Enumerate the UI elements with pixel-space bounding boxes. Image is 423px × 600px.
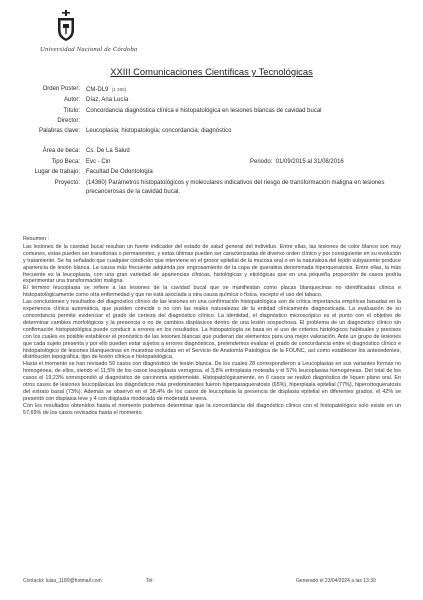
director-label: Director: [57,118,80,124]
resumen-paragraph: Las conclusiones y resultados del diagnóstico clínico de las lesiones en una confirmación histopatológica son de crítica importancia empíricas basadas en la experiencia clínica automática, que pueden coincidir o no con las reales naturalezas de la entidad clínicamente diagnosticada. La evaluación de su concordancia permite evidenciar el grado de certeza del diagnóstico clínico. La identidad, el diagnóstico microscópico es el punto con el objetivo de determinar cambios morfológicos y la presencia o no de cambios displásicos dentro de una lesión sospechosa. El problema de un diagnóstico clínico sin confirmación histopatológica puede conducir a errores en los resultados. La histopatología se basa en el uso de criterios histológicos habituales y precisos con los cuales es posible establecer el pronóstico de las lesiones blancas que pudieran dar elementos para una mejor valoración. Ante un grupo de lesiones que cada sujeto presenta y por ello pueden estar sujetos a errores diagnósticos, pretendemos evaluar el grado de concordancia entre el diagnóstico clínico e histopatológico de lesiones blanquecinas en muestras incluidas en el Servicio de Anatomía Patológica de la FOUNC, así como establecer los antecedentes, distribución topográfica, tipo de lesión clínica e histopatológica. [23,299,401,361]
palabras-clave-value: Leucoplasia; histopatología; concordancia; diagnóstico [86,128,232,134]
resumen-paragraph: Hasta el momento se han revisado 50 casos con diagnóstico de lesión blanca. De los cuales 28 correspondieron a Leucoplasias en sus variantes formas no homogénea, de ellos, siendo el 11,5% de los casos leucoplasia verrugosa, el 3,8% eritroplasia moteada y el 57% leucoplasias homogéneas. Del total de los casos el 19,23% correspondió al diagnóstico de carcinoma epidermoide. Histopatológicamente, en 6 casos se realizó diagnóstico de liquen plano oral. En otros casos de lesiones leucoplásicas los diagnósticos más predominantes fueron hiperparaqueratosis (65%), hiperplasia epitelial (77%), hiperortoqueratosis del estrato basal (73%). Además se observó en el 38,4% de los casos de leucoplasia la presencia de displasia epitelial en diferentes grados, el 42% se presentó con displasia leve y 4 con displasia moderada de moderada severa. [23,361,401,402]
proyecto-line-2: precancerosas de la cavidad bucal. [86,189,181,195]
resumen-label: Resumen : [23,236,50,242]
resumen-paragraph: Con los resultados obtenidos hasta el momento podemos determinar que la concordancia del diagnóstico clínico con el histopatológico solo existe en un 57,69% de los casos revisados hasta el momento. [23,402,401,416]
resumen-paragraph: Las lesiones de la cavidad bucal resultan un fuerte indicador del estado de salud general del individuo. Entre ellas, las lesiones de color blanco son muy comunes, estas pueden ser transitorias o permanentes, y estas últimas pueden ser caracterizadas de diverso orden clínico y por consiguiente en su evolución y tratamiento. Se ha señalado que cualquier condición que interviene en el grosor epitelial de la mucosa oral o en la naturaleza del tejido subyacente produce apariencia de lesión blanca. La causa más frecuente adquirida por engrosamiento de la capa de queratina denominada hiperqueratosis. Entre ellas, la más frecuente es la leucoplasia, con una gran variedad de apariencias clínicas, histológicas y etiológicas que en una pequeña proporción de casos podría experimentar una transformación maligna. [23,243,401,285]
footer-contact: Contacto: luisa_1189@hotmail.com [23,578,102,584]
tipo-beca-value: Evc - Cin [86,159,111,165]
periodo: Periodo: 01/09/2015 al 31/08/2016 [250,159,344,165]
resumen-body [23,236,401,417]
lugar-label: Lugar de trabajo: [34,169,80,175]
university-name: Universidad Nacional de Córdoba [40,46,138,53]
titulo-label: Título: [63,108,80,114]
university-shield-icon [56,10,76,42]
titulo-value: Concordancia diagnóstica clínica e histopatológica en lesiones blancas de cavidad bucal [86,108,322,114]
proyecto-label: Proyecto: [54,180,80,186]
resumen-paragraph: El término leucoplasia se refiere a las lesiones de la cavidad bucal que se manifiestan como placas blanquecinas no identificadas clínica e histopatológicamente como otra enfermedad y que no está asociada a otra causa química o física, excepto el uso del tabaco. [23,285,401,299]
palabras-clave-label: Palabras clave: [38,128,80,134]
lugar-value: Facultad De Odontología [86,169,153,175]
orden-poster-value: CM-DL9 (1 390) [86,87,127,93]
tipo-beca-label: Tipo Beca: [51,159,80,165]
orden-poster-label: Orden Poster: [42,86,80,92]
footer-tel: Tel: [146,578,154,584]
autor-value: Díaz, Ana Lucía [86,97,129,103]
area-value: Cs. De La Salud [86,148,130,154]
autor-label: Autor: [63,97,80,103]
area-label: Área de beca: [42,148,80,154]
footer-generated: Generado el 23/04/2024 a las 13:30 [296,578,376,584]
event-title: XXIII Comunicaciones Científicas y Tecnológicas [110,66,313,77]
proyecto-line-1: (14360) Parámetros histopatológicos y moleculares indicativos del riesgo de transformación maligna en lesiones [86,180,385,186]
